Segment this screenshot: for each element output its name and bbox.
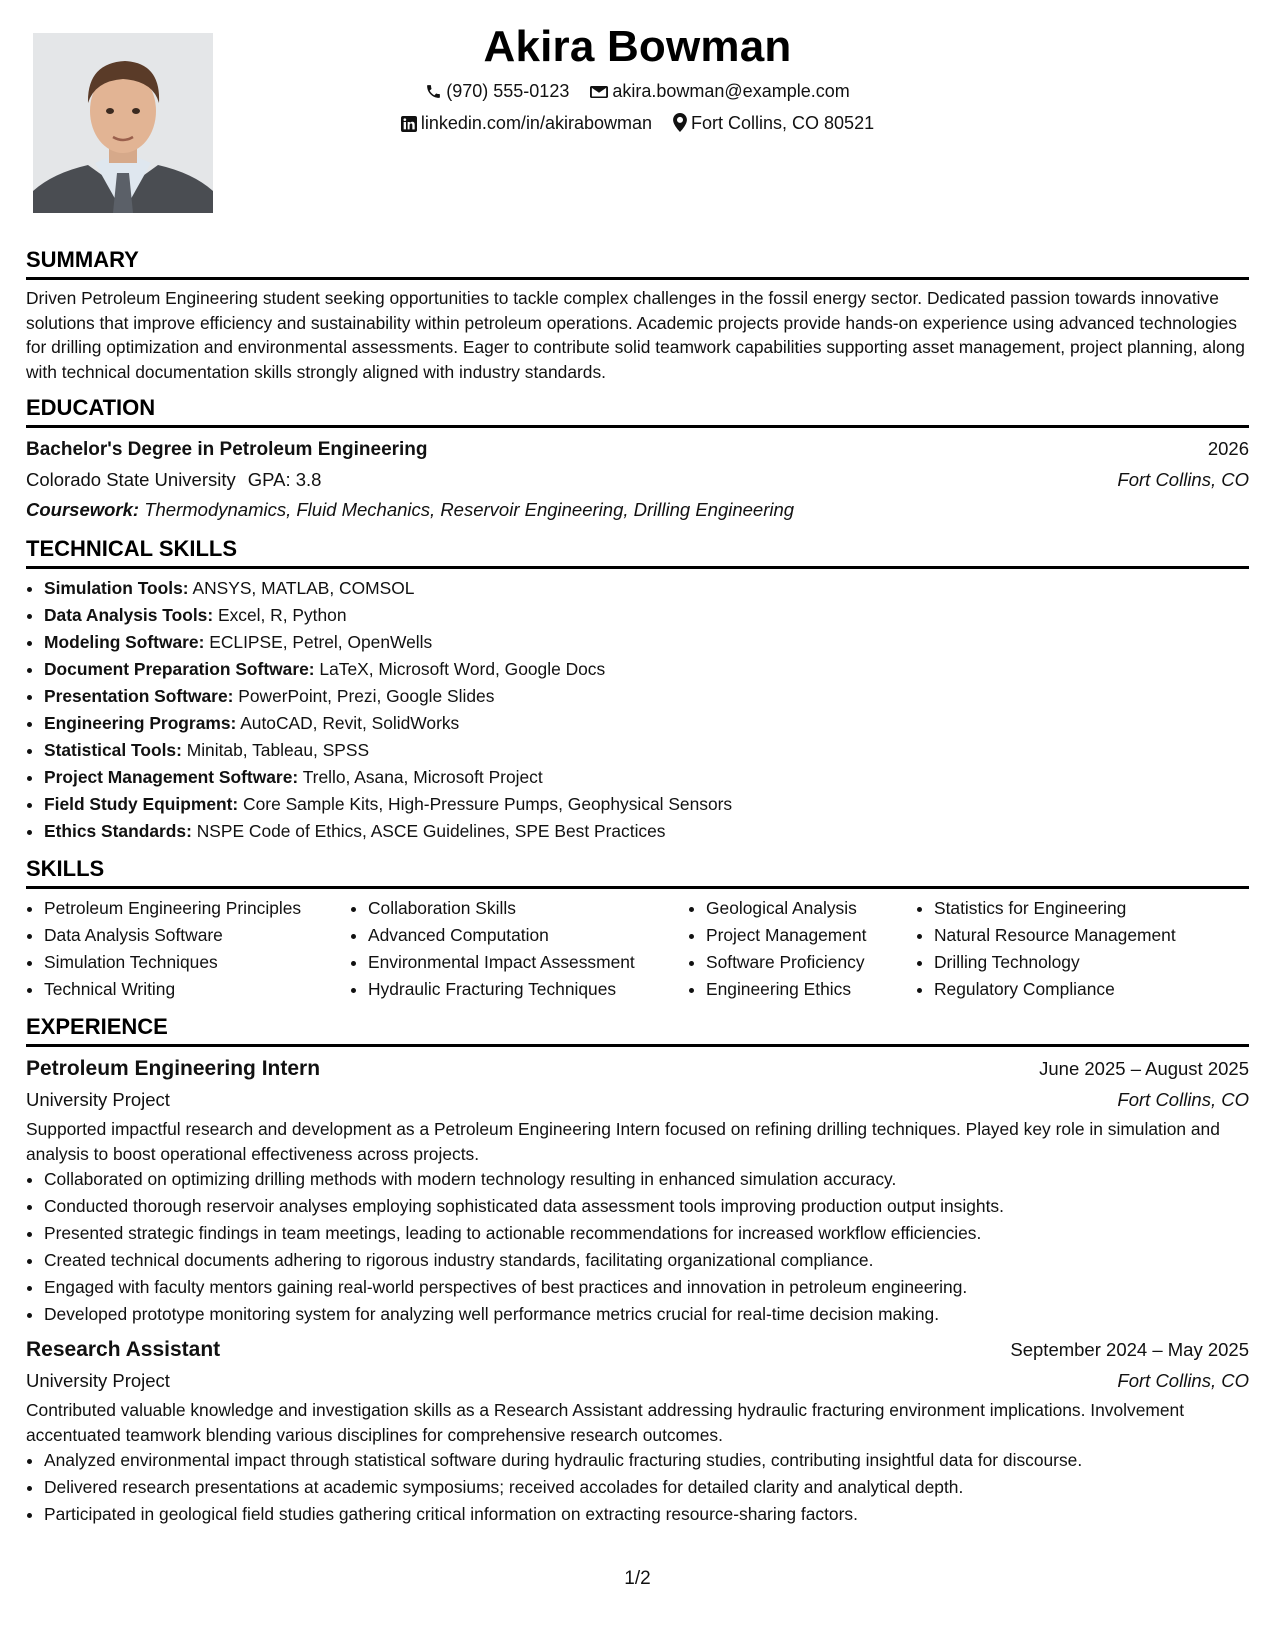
job-dates: June 2025 – August 2025 [1039, 1058, 1249, 1079]
page-number: 1/2 [624, 1568, 651, 1589]
job-location: Fort Collins, CO [1117, 1089, 1249, 1110]
list-item: • Natural Resource Management [934, 922, 1234, 949]
linkedin-text: linkedin.com/in/akirabowman [420, 113, 652, 133]
job-location: Fort Collins, CO [1117, 1370, 1249, 1391]
skills-column-3 [688, 895, 916, 1003]
list-item: • Petroleum Engineering Principles [44, 895, 350, 922]
list-item [44, 602, 1249, 629]
graduation-year: 2026 [1207, 438, 1249, 459]
list-item [44, 656, 1249, 683]
job-dates: September 2024 – May 2025 [1010, 1339, 1249, 1360]
job-bullets [26, 1447, 1249, 1528]
email-contact[interactable] [590, 81, 849, 102]
experience-entry [26, 1334, 1249, 1528]
list-item: • Collaboration Skills [368, 895, 688, 922]
location-text: Fort Collins, CO 80521 [691, 113, 875, 133]
list-item [44, 575, 1249, 602]
experience-heading: EXPERIENCE [26, 1013, 1249, 1047]
skill-values: ECLIPSE, Petrel, OpenWells [209, 632, 433, 652]
list-item: • Drilling Technology [934, 949, 1234, 976]
skill-category: Data Analysis Tools: [44, 605, 214, 625]
job-org-row [26, 1366, 1249, 1396]
list-item: • Project Management [706, 922, 916, 949]
skills-grid [26, 895, 1249, 1003]
list-item: • Technical Writing [44, 976, 350, 1003]
skills-column-4 [916, 895, 1234, 1003]
list-item: • Statistics for Engineering [934, 895, 1234, 922]
technical-skills-heading: TECHNICAL SKILLS [26, 535, 1249, 569]
skill-values: Core Sample Kits, High-Pressure Pumps, Geophysical Sensors [243, 794, 733, 814]
resume-body [26, 246, 1249, 1538]
linkedin-contact[interactable] [401, 113, 652, 134]
list-item: • Environmental Impact Assessment [368, 949, 688, 976]
job-organization: University Project [26, 1089, 170, 1110]
list-item [44, 683, 1249, 710]
list-item: • Conducted thorough reservoir analyses employing sophisticated data assessment tools improving production output insights. [44, 1193, 1249, 1220]
school-name: Colorado State University [26, 469, 236, 490]
list-item: • Analyzed environmental impact through statistical software during hydraulic fracturing studies, contributing insightful data for discourse. [44, 1447, 1249, 1474]
job-summary: Supported impactful research and development as a Petroleum Engineering Intern focused on refining drilling techniques. Played key role in simulation and analysis to boost operational effectiveness across projects. [26, 1119, 1220, 1164]
envelope-icon [590, 84, 608, 100]
summary-section [26, 246, 1249, 384]
coursework-line [26, 495, 1249, 525]
list-item: • Created technical documents adhering to rigorous industry standards, facilitating organizational compliance. [44, 1247, 1249, 1274]
job-title: Research Assistant [26, 1338, 221, 1361]
list-item: • Advanced Computation [368, 922, 688, 949]
skill-values: LaTeX, Microsoft Word, Google Docs [319, 659, 606, 679]
contact-row-primary [0, 81, 1275, 102]
candidate-name: Akira Bowman [483, 22, 792, 71]
skill-values: AutoCAD, Revit, SolidWorks [240, 713, 460, 733]
contact-row-secondary [0, 113, 1275, 134]
list-item [44, 791, 1249, 818]
experience-section [26, 1013, 1249, 1528]
skill-category: Engineering Programs: [44, 713, 237, 733]
email-text: akira.bowman@example.com [612, 81, 850, 101]
list-item: • Delivered research presentations at academic symposiums; received accolades for detailed clarity and analytical depth. [44, 1474, 1249, 1501]
list-item: • Simulation Techniques [44, 949, 350, 976]
gpa-value: GPA: 3.8 [247, 469, 322, 490]
job-title: Petroleum Engineering Intern [26, 1057, 321, 1080]
skill-category: Simulation Tools: [44, 578, 189, 598]
list-item: • Engaged with faculty mentors gaining real-world perspectives of best practices and innovation in petroleum engineering. [44, 1274, 1249, 1301]
job-bullets [26, 1166, 1249, 1328]
education-section [26, 394, 1249, 525]
list-item [44, 818, 1249, 845]
skill-category: Document Preparation Software: [44, 659, 315, 679]
phone-text: (970) 555-0123 [446, 81, 570, 101]
technical-skills-list [26, 575, 1249, 845]
list-item: • Software Proficiency [706, 949, 916, 976]
coursework-list: Thermodynamics, Fluid Mechanics, Reservoir Engineering, Drilling Engineering [144, 499, 795, 520]
degree-title: Bachelor's Degree in Petroleum Engineering [26, 439, 428, 460]
phone-contact[interactable] [425, 81, 569, 102]
job-header-row [26, 1053, 1249, 1085]
skill-values: Excel, R, Python [217, 605, 347, 625]
education-heading: EDUCATION [26, 394, 1249, 428]
school-location: Fort Collins, CO [1117, 469, 1249, 490]
school-info [26, 465, 321, 495]
skills-heading: SKILLS [26, 855, 1249, 889]
skill-category: Modeling Software: [44, 632, 205, 652]
list-item [44, 629, 1249, 656]
list-item: • Hydraulic Fracturing Techniques [368, 976, 688, 1003]
map-pin-icon [673, 113, 687, 132]
coursework-label: Coursework: [26, 499, 140, 520]
summary-heading: SUMMARY [26, 246, 1249, 280]
phone-icon [425, 83, 442, 100]
experience-entry [26, 1053, 1249, 1328]
skills-section [26, 855, 1249, 1003]
summary-text: Driven Petroleum Engineering student seeking opportunities to tackle complex challenges in the fossil energy sector. Dedicated passion towards innovative solutions that improve efficiency and sustainability within petroleum operations. Academic projects provide hands-on experience using advanced technologies for drilling optimization and environmental assessments. Eager to contribute solid teamwork capabilities supporting asset management, project planning, along with technical documentation skills strongly aligned with industry standards. [26, 288, 1245, 382]
list-item [44, 737, 1249, 764]
education-degree-row [26, 434, 1249, 465]
job-header-row [26, 1334, 1249, 1366]
skill-category: Ethics Standards: [44, 821, 192, 841]
skills-column-1 [26, 895, 350, 1003]
skill-values: ANSYS, MATLAB, COMSOL [192, 578, 415, 598]
skill-category: Field Study Equipment: [44, 794, 239, 814]
skill-category: Project Management Software: [44, 767, 299, 787]
skills-column-2 [350, 895, 688, 1003]
skill-category: Presentation Software: [44, 686, 234, 706]
list-item [44, 710, 1249, 737]
skill-category: Statistical Tools: [44, 740, 182, 760]
list-item [44, 764, 1249, 791]
list-item: • Collaborated on optimizing drilling methods with modern technology resulting in enhanced simulation accuracy. [44, 1166, 1249, 1193]
list-item: • Developed prototype monitoring system for analyzing well performance metrics crucial for real-time decision making. [44, 1301, 1249, 1328]
job-organization: University Project [26, 1370, 170, 1391]
skill-values: Trello, Asana, Microsoft Project [302, 767, 543, 787]
list-item: • Data Analysis Software [44, 922, 350, 949]
education-school-row [26, 465, 1249, 495]
linkedin-icon [401, 116, 417, 132]
skill-values: Minitab, Tableau, SPSS [186, 740, 370, 760]
list-item: • Engineering Ethics [706, 976, 916, 1003]
list-item: • Geological Analysis [706, 895, 916, 922]
list-item: • Presented strategic findings in team meetings, leading to actionable recommendations for increased workflow efficiencies. [44, 1220, 1249, 1247]
job-summary: Contributed valuable knowledge and investigation skills as a Research Assistant addressing hydraulic fracturing environment implications. Involvement accentuated teamwork blending various disciplines for comprehensive research outcomes. [26, 1400, 1185, 1445]
technical-skills-section [26, 535, 1249, 845]
skill-values: NSPE Code of Ethics, ASCE Guidelines, SPE Best Practices [196, 821, 666, 841]
skill-values: PowerPoint, Prezi, Google Slides [238, 686, 495, 706]
job-org-row [26, 1085, 1249, 1115]
list-item: • Participated in geological field studies gathering critical information on extracting resource-sharing factors. [44, 1501, 1249, 1528]
location-contact [673, 113, 874, 134]
list-item: • Regulatory Compliance [934, 976, 1234, 1003]
